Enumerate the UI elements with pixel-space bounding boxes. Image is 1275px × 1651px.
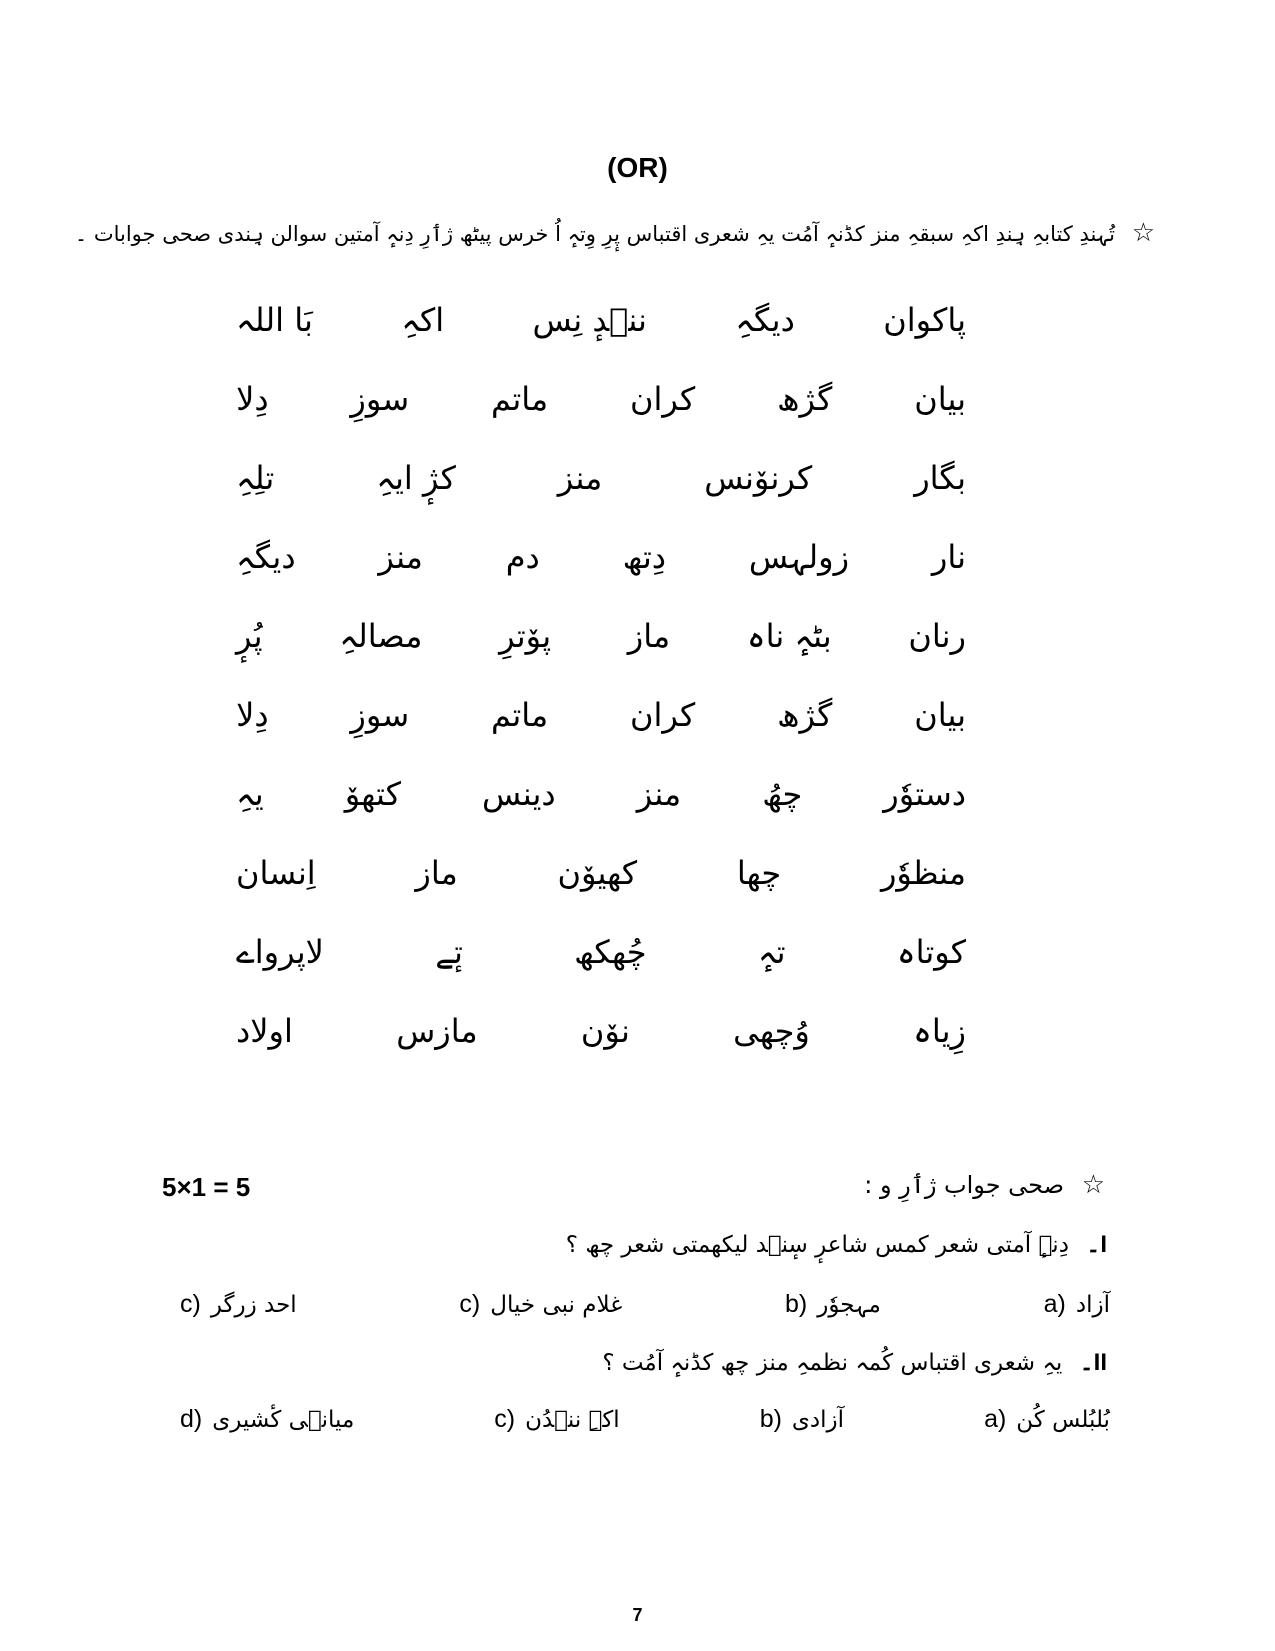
- instruction: [74, 218, 1155, 248]
- marks-label: 5×1 = 5: [162, 1172, 251, 1202]
- poem-line: [236, 359, 966, 438]
- poem-word: چھُ: [762, 774, 803, 813]
- option-text: بُلبُلس کُن: [1016, 1406, 1110, 1433]
- option-c[interactable]: [459, 1290, 622, 1319]
- questions-header-text: صحی جواب ژٲرِ و :: [864, 1171, 1065, 1199]
- poem-word: گژھ: [777, 695, 833, 734]
- poem-word: نار: [931, 537, 966, 576]
- question-text: یہِ شعری اقتباس کُمہ نظمہِ منز چھ کڈنہٕ آمُت ؟: [602, 1350, 1063, 1376]
- star-icon: ☆: [1131, 218, 1155, 248]
- page-number: 7: [632, 1605, 643, 1625]
- option-letter: d): [180, 1405, 203, 1433]
- question-2: [602, 1348, 1107, 1377]
- poem-word: ننٛدٕ نِس: [532, 300, 647, 339]
- question-number: II۔: [1079, 1349, 1107, 1376]
- option-text: مہجوٗر: [817, 1291, 881, 1318]
- poem-word: پُرٕ: [236, 616, 263, 655]
- option-b[interactable]: [760, 1405, 844, 1434]
- poem-word: رنان: [908, 616, 966, 655]
- poem-word: بیان: [914, 695, 966, 734]
- poem-word: دِلا: [236, 695, 269, 734]
- poem-word: ماز: [415, 853, 458, 892]
- poem-word: دِتھ: [622, 537, 666, 576]
- option-letter: c): [494, 1405, 516, 1433]
- poem-word: ماتم: [491, 379, 549, 418]
- poem-word: کرنوٚنس: [704, 458, 813, 497]
- poem-line: [236, 438, 966, 517]
- poem-word: دینس: [482, 774, 556, 813]
- option-text: آزادی: [791, 1406, 845, 1433]
- or-heading: (OR): [607, 152, 668, 183]
- poem-word: بٹہٕ ناہ: [746, 616, 832, 655]
- poem-word: اکہِ: [401, 300, 445, 339]
- poem-word: منز: [636, 774, 682, 813]
- poem-line: [236, 280, 966, 359]
- poem-word: مازس: [396, 1011, 478, 1050]
- poem-word: لاپرواے: [236, 932, 324, 971]
- star-icon: ☆: [1081, 1170, 1105, 1200]
- poem-word: سوزِ: [350, 379, 410, 418]
- poem-word: وُچھی: [733, 1011, 810, 1050]
- option-letter: c): [180, 1290, 201, 1318]
- option-b[interactable]: [785, 1290, 881, 1319]
- poem-word: تلِہِ: [236, 458, 275, 497]
- poem-block: [236, 280, 966, 1070]
- poem-word: پوٚترِ: [499, 616, 552, 655]
- poem-word: اِنسان: [236, 853, 316, 892]
- poem-word: منز: [557, 458, 603, 497]
- poem-word: زولہس: [748, 537, 850, 576]
- option-text: اکہِ ننٛدُن: [525, 1406, 620, 1433]
- poem-word: کوتاہ: [896, 932, 966, 971]
- question-1: [566, 1230, 1107, 1259]
- poem-line: [236, 833, 966, 912]
- poem-word: مصالہِ: [339, 616, 423, 655]
- questions-header: [864, 1170, 1105, 1200]
- poem-line: [236, 517, 966, 596]
- option-text: میانٛی کٔشیری: [212, 1406, 355, 1433]
- question-text: دِنہٕ آمتی شعر کمس شاعرٕ سٕنٛد لیکھمتی شعر چھ ؟: [565, 1232, 1069, 1258]
- poem-word: دیگہِ: [735, 300, 795, 339]
- instruction-text: تُہندِ کتابہِ ہِندِ اکہِ سبقہِ منز کڈنہٕ آمُت یہِ شعری اقتباس پٕرِ وِتہٕ اُ خرس پیٹھ ژٲرِ دِنہٕ آمتین سوالن ہِندی صحی جوابات ۔: [74, 222, 1115, 246]
- poem-word: کران: [629, 695, 696, 734]
- poem-word: کژٕ ایہِ: [376, 458, 456, 497]
- poem-word: دستوٗر: [883, 774, 966, 813]
- poem-word: منظوٗر: [880, 853, 966, 892]
- option-letter: b): [785, 1290, 808, 1318]
- poem-word: زِیاہ: [913, 1011, 966, 1050]
- poem-word: چھا: [736, 853, 782, 892]
- poem-word: دِلا: [236, 379, 269, 418]
- question-2-options: [180, 1405, 1110, 1434]
- option-text: احد زرگر: [210, 1291, 297, 1318]
- poem-line: [236, 754, 966, 833]
- option-a[interactable]: [984, 1405, 1110, 1434]
- option-d[interactable]: [180, 1405, 354, 1434]
- option-d[interactable]: [180, 1290, 297, 1319]
- option-text: غلام نبی خیال: [490, 1291, 623, 1318]
- poem-word: کھیوٚن: [557, 853, 638, 892]
- poem-word: نوٚن: [580, 1011, 630, 1050]
- poem-line: [236, 912, 966, 991]
- option-a[interactable]: [1044, 1290, 1110, 1319]
- poem-word: کتھوٚ: [344, 774, 401, 813]
- poem-word: چُھکھ: [574, 932, 647, 971]
- option-letter: a): [984, 1405, 1007, 1433]
- option-c[interactable]: [494, 1405, 619, 1434]
- option-letter: a): [1043, 1290, 1066, 1318]
- poem-word: بگار: [914, 458, 966, 497]
- poem-word: گژھ: [777, 379, 833, 418]
- option-text: آزاد: [1075, 1291, 1110, 1318]
- poem-word: ماز: [627, 616, 671, 655]
- poem-word: اولاد: [236, 1011, 293, 1050]
- poem-word: تہٕ: [757, 932, 786, 971]
- poem-word: بَا اللہ: [236, 300, 313, 339]
- poem-line: [236, 991, 966, 1070]
- poem-word: کران: [629, 379, 696, 418]
- poem-word: یہِ: [236, 774, 264, 813]
- question-1-options: [180, 1290, 1110, 1319]
- poem-word: بیان: [914, 379, 966, 418]
- poem-word: ماتم: [491, 695, 549, 734]
- option-letter: c): [459, 1290, 481, 1318]
- poem-word: پاکوان: [883, 300, 966, 339]
- poem-word: سوزِ: [350, 695, 410, 734]
- poem-word: منز: [378, 537, 423, 576]
- poem-word: دیگہِ: [236, 537, 296, 576]
- poem-line: [236, 675, 966, 754]
- poem-line: [236, 596, 966, 675]
- question-number: I۔: [1086, 1231, 1107, 1258]
- poem-word: تٕے: [435, 932, 463, 971]
- poem-word: دم: [505, 537, 540, 576]
- option-letter: b): [759, 1405, 782, 1433]
